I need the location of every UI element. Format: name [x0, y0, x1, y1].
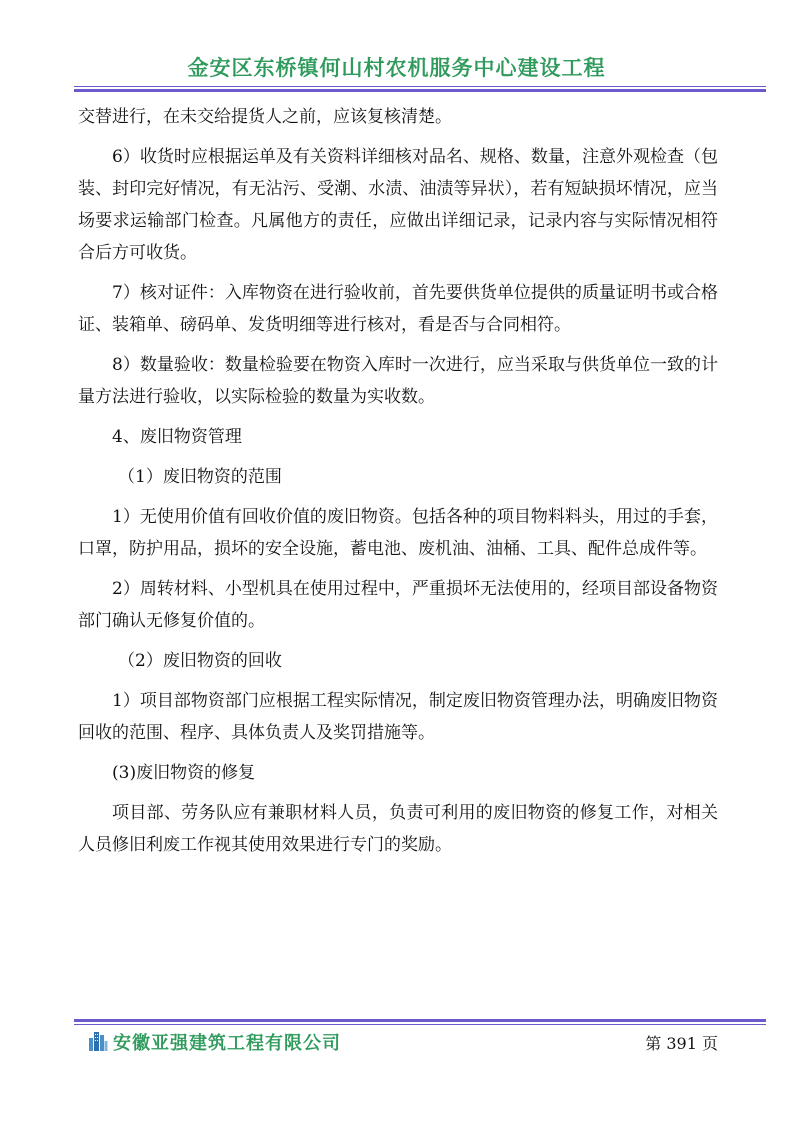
header-title: 金安区东桥镇何山村农机服务中心建设工程 — [187, 56, 606, 80]
subsection-heading-1: （1）废旧物资的范围 — [118, 467, 282, 487]
footer-company-name: 安徽亚强建筑工程有限公司 — [113, 1033, 341, 1054]
footer-bar — [78, 1027, 718, 1057]
paragraph-item-8: 8）数量验收：数量检验要在物资入库时一次进行，应当采取与供货单位一致的计量方法进行验收，以实际检验的数量为实收数。 — [78, 355, 718, 407]
paragraph-continuation: 交替进行，在未交给提货人之前，应该复核清楚。 — [78, 107, 452, 127]
footer-rule-thick — [74, 1019, 766, 1022]
building-logo-icon — [88, 1029, 108, 1051]
paragraph-repair: 项目部、劳务队应有兼职材料人员，负责可利用的废旧物资的修复工作，对相关人员修旧利废工作视其使用效果进行专门的奖励。 — [78, 803, 718, 855]
paragraph-item-7: 7）核对证件：入库物资在进行验收前，首先要供货单位提供的质量证明书或合格证、装箱单、磅码单、发货明细等进行核对，看是否与合同相符。 — [78, 283, 718, 335]
paragraph-scope-1: 1）无使用价值有回收价值的废旧物资。包括各种的项目物料料头，用过的手套，口罩，防护用品，损坏的安全设施，蓄电池、废机油、油桶、工具、配件总成件等。 — [78, 507, 718, 559]
paragraph-scope-2: 2）周转材料、小型机具在使用过程中，严重损坏无法使用的，经项目部设备物资部门确认无修复价值的。 — [78, 579, 718, 631]
page-number: 第 391 页 — [645, 1034, 718, 1053]
subsection-heading-3: (3)废旧物资的修复 — [112, 763, 256, 783]
footer-rule-thin — [74, 1024, 766, 1025]
header-rule-thick — [74, 89, 766, 92]
paragraph-item-6: 6）收货时应根据运单及有关资料详细核对品名、规格、数量，注意外观检查（包装、封印完好情况，有无沾污、受潮、水渍、油渍等异状），若有短缺损坏情况，应当场要求运输部门检查。凡属他方的责任，应做出详细记录，记录内容与实际情况相符合后方可收货。 — [78, 147, 718, 263]
subsection-heading-2: （2）废旧物资的回收 — [118, 651, 282, 671]
section-heading-4: 4、废旧物资管理 — [112, 427, 242, 447]
document-body — [78, 101, 718, 869]
paragraph-recovery-1: 1）项目部物资部门应根据工程实际情况，制定废旧物资管理办法，明确废旧物资回收的范围、程序、具体负责人及奖罚措施等。 — [78, 691, 718, 743]
header-rule-thin — [74, 86, 766, 87]
